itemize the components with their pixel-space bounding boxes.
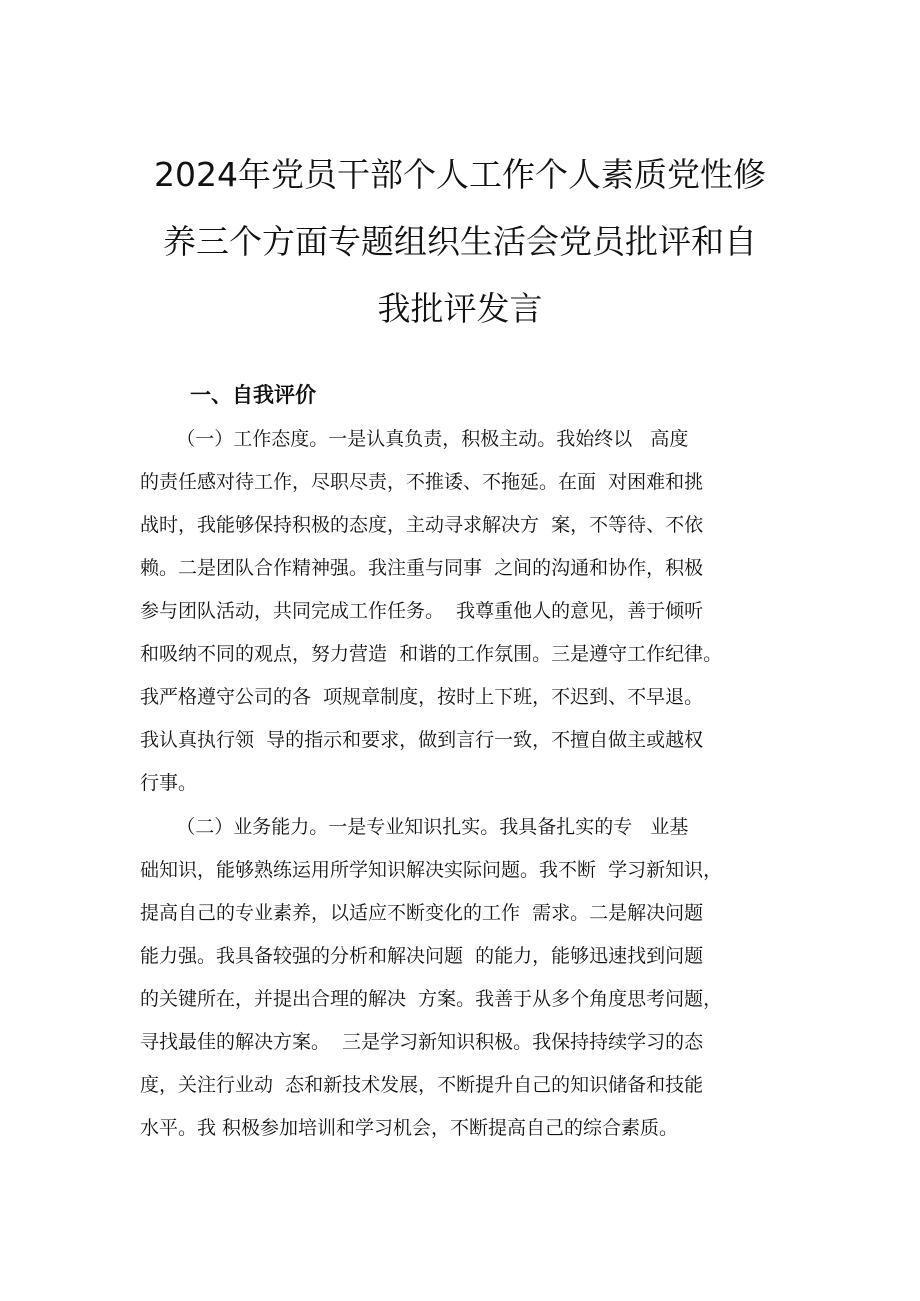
title-line: 养三个方面专题组织生活会党员批评和自: [163, 222, 757, 261]
text-line: 赖。二是团队合作精神强。我注重与同事 之间的沟通和协作，积极: [140, 557, 704, 579]
text-line: 的关键所在，并提出合理的解决 方案。我善于从多个角度思考问题，: [140, 988, 723, 1010]
text-line: （一）工作态度。一是认真负责，积极主动。我始终以 高度: [140, 428, 689, 450]
text-line: 础知识，能够熟练运用所学知识解决实际问题。我不断 学习新知识，: [140, 859, 723, 881]
section-heading: 一、自我评价: [190, 383, 316, 407]
title-line: 2024年党员干部个人工作个人素质党性修: [154, 155, 766, 194]
text-line: 度，关注行业动 态和新技术发展，不断提升自己的知识储备和技能: [140, 1074, 704, 1096]
text-line: 水平。我 积极参加培训和学习机会，不断提高自己的综合素质。: [140, 1117, 679, 1139]
text-line: 行事。: [140, 772, 198, 794]
title-line: 我批评发言: [377, 289, 543, 328]
paragraph-work-attitude: [140, 418, 800, 805]
text-line: 提高自己的专业素养，以适应不断变化的工作 需求。二是解决问题: [140, 902, 704, 924]
text-line: 能力强。我具备较强的分析和解决问题 的能力，能够迅速找到问题: [140, 945, 704, 967]
document-title: [140, 141, 780, 342]
text-line: 战时，我能够保持积极的态度，主动寻求解决方 案，不等待、不依: [140, 514, 704, 536]
text-line: 我认真执行领 导的指示和要求，做到言行一致，不擅自做主或越权: [140, 729, 704, 751]
text-line: 寻找最佳的解决方案。 三是学习新知识积极。我保持持续学习的态: [140, 1031, 704, 1053]
text-line: 的责任感对待工作，尽职尽责，不推诿、不拖延。在面 对困难和挑: [140, 471, 704, 493]
text-line: 我严格遵守公司的各 项规章制度，按时上下班，不迟到、不早退。: [140, 686, 704, 708]
text-line: （二）业务能力。一是专业知识扎实。我具备扎实的专 业基: [140, 816, 689, 838]
paragraph-business-ability: [140, 806, 800, 1150]
text-line: 和吸纳不同的观点，努力营造 和谐的工作氛围。三是遵守工作纪律。: [140, 643, 723, 665]
text-line: 参与团队活动，共同完成工作任务。 我尊重他人的意见，善于倾听: [140, 600, 704, 622]
